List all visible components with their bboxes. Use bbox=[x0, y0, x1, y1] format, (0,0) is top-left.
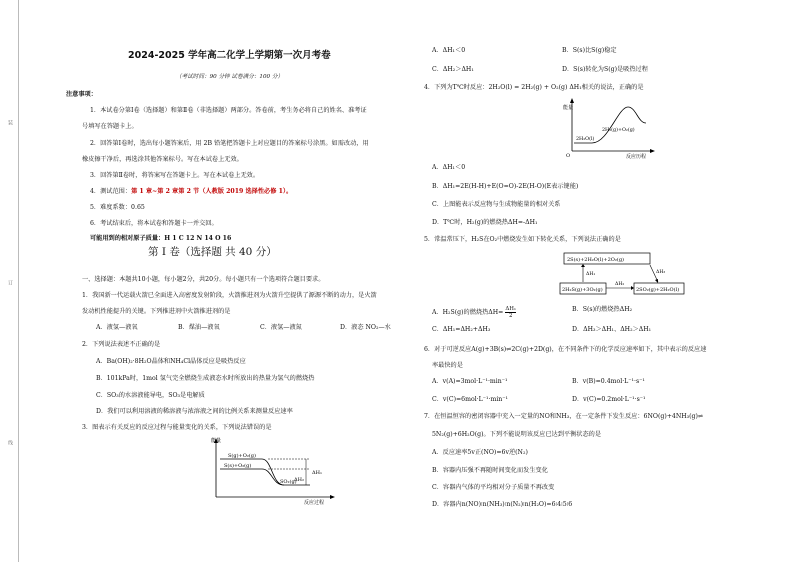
energy-diagram-q4 bbox=[562, 97, 658, 159]
question-4-option: C．上图能表示反应物与生成物能量的相对关系 bbox=[432, 201, 561, 208]
notes-heading: 注意事项： bbox=[66, 91, 97, 98]
fraction bbox=[505, 306, 516, 319]
section-instruction: 一、选择题：本题共10小题，每小题2分，共20分。每小题只有一个选项符合题目要求。 bbox=[82, 276, 325, 283]
atomic-masses: 可能用到的相对原子质量：H 1 C 12 N 14 O 16 bbox=[90, 235, 232, 242]
delta-label: ΔH₃ bbox=[656, 270, 666, 275]
question-3-option: D．S(s)转化为S(g)是吸热过程 bbox=[562, 66, 648, 73]
level-label: 2H₂O(l) bbox=[576, 137, 595, 142]
question-6-option: C．v(C)=6mol·L⁻¹·min⁻¹ bbox=[432, 396, 509, 403]
axis-y-label: 能量 bbox=[563, 105, 574, 111]
question-7-option: D．容器内n(NO)∶n(NH₃)∶n(N₂)∶n(H₂O)=6∶4∶5∶6 bbox=[432, 501, 573, 508]
question-4-option: B．ΔH₁=2E(H-H)+E(O=O)-2E(H-O)(E表示键能) bbox=[432, 183, 579, 190]
question-7-stem: 5N₂(g)+6H₂O(g)。下列不能说明该反应已达到平衡状态的是 bbox=[432, 431, 602, 438]
note-line: 号填写在答题卡上。 bbox=[82, 123, 138, 130]
note-line: 3．回答第Ⅱ卷时，将答案写在答题卡上。写在本试卷上无效。 bbox=[90, 172, 260, 179]
question-4-option: A．ΔH₁＜0 bbox=[432, 164, 466, 171]
axis-x-label: 反应历程 bbox=[626, 154, 647, 159]
binding-mark: 订 bbox=[7, 280, 13, 285]
binding-mark: 线 bbox=[7, 440, 13, 445]
question-5-option bbox=[432, 306, 516, 319]
question-4-stem: 4．下列为T℃时反应：2H₂O(l) = 2H₂(g) + O₂(g) ΔH₁相关的说法，正确的是 bbox=[424, 84, 644, 91]
note-line bbox=[90, 188, 292, 196]
question-3-option: A．ΔH₁＜0 bbox=[432, 47, 466, 54]
note-line: 2．回答第Ⅰ卷时，选出每小题答案后，用 2B 铅笔把答题卡上对应题目的答案标号涂黑。如需改动，用 bbox=[90, 140, 369, 147]
fraction-numerator: ΔH₁ bbox=[505, 306, 517, 312]
question-1-option: D．液态 NO₂—水 bbox=[340, 324, 391, 331]
option-text: A．H₂S(g)的燃烧热ΔH= bbox=[432, 309, 504, 316]
question-4-option: D．T℃时，H₂(g)的燃烧热ΔH=-ΔH₁ bbox=[432, 219, 538, 226]
scope-value: 第 1 章~第 2 章第 2 节（人教版 2019 选择性必修 1）。 bbox=[131, 188, 293, 195]
question-1-option: A．液氢—液氧 bbox=[96, 324, 138, 331]
question-1-stem: 1．我国新一代运载火箭已全面进入高密度发射阶段，火箭推进剂为火箭升空提供了源源不断的动力，是火箭 bbox=[82, 292, 377, 299]
level-label: S(s)+O₂(g) bbox=[224, 463, 252, 469]
binding-strip bbox=[0, 0, 19, 562]
note-line: 1．本试卷分第Ⅰ卷（选择题）和第Ⅱ卷（非选择题）两部分。答卷前，考生务必将自己的姓名、准考证 bbox=[90, 107, 367, 114]
note-line: 5．难度系数：0.65 bbox=[90, 204, 145, 211]
section-title: 第 I 卷（选择题 共 40 分） bbox=[148, 246, 277, 258]
question-5-option: D．ΔH₃＞ΔH₁、ΔH₂＞ΔH₁ bbox=[572, 326, 652, 333]
axis-x-label: 反应过程 bbox=[304, 500, 325, 505]
binding-mark: 装 bbox=[7, 120, 13, 125]
question-3-option: B．S(s)比S(g)稳定 bbox=[562, 47, 617, 54]
level-label: S(g)+O₂(g) bbox=[228, 453, 256, 459]
question-7-option: A．反应速率5v正(NO)=6v逆(N₂) bbox=[432, 449, 528, 456]
question-3-option: C．ΔH₂＞ΔH₁ bbox=[432, 66, 474, 73]
delta-label: ΔH₁ bbox=[586, 272, 596, 277]
question-3-stem: 3．图表示有关反应的反应过程与能量变化的关系，下列说法错误的是 bbox=[82, 424, 272, 431]
question-2-option: B．101kPa时，1mol 氢气完全燃烧生成液态水时所放出的热量为氢气的燃烧热 bbox=[96, 375, 315, 382]
energy-diagram-q3 bbox=[210, 437, 340, 505]
question-6-option: B．v(B)=0.4mol·L⁻¹·s⁻¹ bbox=[572, 378, 645, 385]
fraction-denominator: 2 bbox=[508, 313, 513, 319]
level-label: SO₂(g) bbox=[280, 479, 297, 485]
exam-subtitle: （考试时间：90 分钟 试卷满分：100 分） bbox=[176, 74, 284, 80]
question-7-stem: 7．在恒温恒容的密闭容器中充入一定量的NO和NH₃，在一定条件下发生反应：6NO(g)+4NH₃(g)⇌ bbox=[424, 413, 704, 420]
exam-title: 2024-2025 学年高二化学上学期第一次月考卷 bbox=[128, 50, 331, 61]
question-7-option: C．容器内气体的平均相对分子质量不再改变 bbox=[432, 484, 555, 491]
question-6-stem: 率最快的是 bbox=[432, 362, 463, 369]
conversion-diagram-q5 bbox=[558, 251, 688, 299]
question-2-option: C．SO₃的水溶液能导电，SO₃是电解质 bbox=[96, 392, 205, 399]
delta-label: ΔH₂ bbox=[615, 282, 625, 287]
state-box-label: 2S(s)+2H₂O(l)+2O₂(g) bbox=[567, 257, 624, 263]
question-1-stem: 发动机性能提升的关键。下列推进剂中火箭推进剂的是 bbox=[82, 308, 231, 315]
question-1-option: C．液氢—液氮 bbox=[260, 324, 302, 331]
question-7-option: B．容器内压强不再随时间变化而发生变化 bbox=[432, 467, 548, 474]
question-1-option: B．煤油—液氧 bbox=[178, 324, 220, 331]
state-box-label: 2H₂S(g)+3O₂(g) bbox=[562, 287, 603, 293]
delta-label: ΔH₁ bbox=[312, 470, 322, 476]
question-5-option: B．S(s)的燃烧热ΔH₂ bbox=[572, 306, 633, 313]
question-6-option: A．v(A)=3mol·L⁻¹·min⁻¹ bbox=[432, 378, 508, 385]
question-6-option: D．v(C)=0.2mol·L⁻¹·s⁻¹ bbox=[572, 396, 646, 403]
delta-label: ΔH₂ bbox=[294, 477, 304, 483]
axis-y-label: 能量 bbox=[211, 438, 222, 444]
question-2-stem: 2．下列说法表述不正确的是 bbox=[82, 341, 161, 348]
question-2-option: D．我们可以利用溶液的稀溶液与浓溶液之间的比例关系来测量反应速率 bbox=[96, 408, 293, 415]
note-line: 橡皮擦干净后，再选涂其他答案标号。写在本试卷上无效。 bbox=[82, 156, 243, 163]
question-6-stem: 6．对于可逆反应A(g)+3B(s)⇌2C(g)+2D(g)，在不同条件下的化学反应速率如下，其中表示的反应速 bbox=[424, 346, 707, 353]
state-box-label: 2SO₂(g)+2H₂O(l) bbox=[636, 287, 680, 293]
level-label: 2H₂(g)+O₂(g) bbox=[602, 128, 635, 133]
question-5-option: C．ΔH₁=ΔH₂+ΔH₃ bbox=[432, 326, 491, 333]
scope-label: 4．测试范围： bbox=[90, 188, 132, 195]
origin-label: O bbox=[566, 153, 571, 159]
question-2-option: A．Ba(OH)₂·8H₂O晶体和NH₄Cl晶体反应是吸热反应 bbox=[96, 358, 246, 365]
note-line: 6．考试结束后，将本试卷和答题卡一并交回。 bbox=[90, 220, 218, 227]
question-5-stem: 5．常温常压下，H₂S在O₂中燃烧发生如下转化关系，下列说法正确的是 bbox=[424, 236, 621, 243]
